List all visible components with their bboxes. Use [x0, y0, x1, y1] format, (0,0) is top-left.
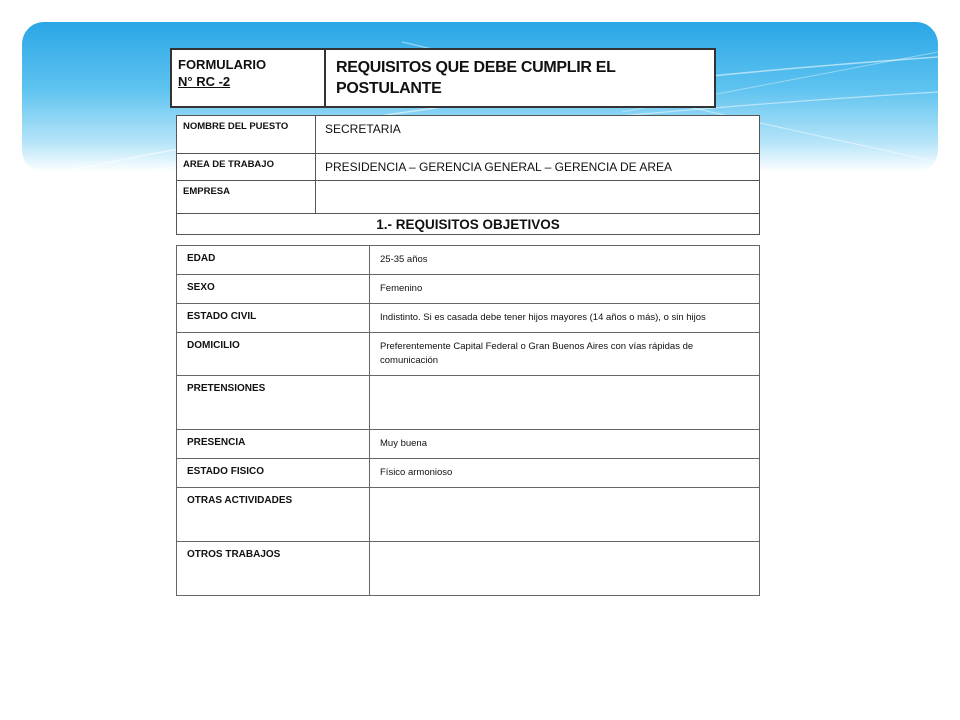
- other-jobs-value: [370, 542, 760, 596]
- company-value: [316, 181, 760, 215]
- table-row: [177, 275, 760, 304]
- requirements-table: [176, 245, 760, 596]
- form-number: N° RC -2: [178, 74, 231, 89]
- company-label: EMPRESA: [177, 181, 316, 215]
- appearance-label: PRESENCIA: [177, 430, 370, 459]
- civil-status-label: ESTADO CIVIL: [177, 304, 370, 333]
- appearance-value: Muy buena: [370, 430, 760, 459]
- table-row: [177, 181, 760, 215]
- sex-value: Femenino: [370, 275, 760, 304]
- physical-condition-label: ESTADO FISICO: [177, 459, 370, 488]
- table-row: [177, 246, 760, 275]
- work-area-value: PRESIDENCIA – GERENCIA GENERAL – GERENCIA DE AREA: [316, 154, 760, 181]
- civil-status-value: Indistinto. Si es casada debe tener hijos mayores (14 años o más), o sin hijos: [370, 304, 760, 333]
- position-name-label: NOMBRE DEL PUESTO: [177, 116, 316, 154]
- position-info-table: [176, 115, 760, 215]
- table-row: [177, 459, 760, 488]
- section-title: 1.- REQUISITOS OBJETIVOS: [176, 213, 760, 235]
- table-row: [177, 304, 760, 333]
- address-value: Preferentemente Capital Federal o Gran Buenos Aires con vías rápidas de comunicación: [370, 333, 760, 376]
- table-row: [177, 333, 760, 376]
- physical-condition-value: Físico armonioso: [370, 459, 760, 488]
- sex-label: SEXO: [177, 275, 370, 304]
- form-title-cell: [325, 49, 715, 107]
- other-jobs-label: OTROS TRABAJOS: [177, 542, 370, 596]
- position-name-value: SECRETARIA: [316, 116, 760, 154]
- table-row: [177, 430, 760, 459]
- salary-expectations-label: PRETENSIONES: [177, 376, 370, 430]
- other-activities-value: [370, 488, 760, 542]
- table-row: [177, 488, 760, 542]
- form-label: FORMULARIO: [178, 57, 267, 72]
- form-header-table: [170, 48, 716, 108]
- work-area-label: AREA DE TRABAJO: [177, 154, 316, 181]
- table-row: [177, 116, 760, 154]
- form-code-cell: [171, 49, 325, 107]
- table-row: [177, 154, 760, 181]
- table-row: [177, 376, 760, 430]
- age-value: 25-35 años: [370, 246, 760, 275]
- age-label: EDAD: [177, 246, 370, 275]
- table-row: [177, 542, 760, 596]
- other-activities-label: OTRAS ACTIVIDADES: [177, 488, 370, 542]
- form-title-line1: REQUISITOS QUE DEBE CUMPLIR EL: [336, 59, 616, 76]
- salary-expectations-value: [370, 376, 760, 430]
- form-title-line2: POSTULANTE: [336, 80, 442, 97]
- address-label: DOMICILIO: [177, 333, 370, 376]
